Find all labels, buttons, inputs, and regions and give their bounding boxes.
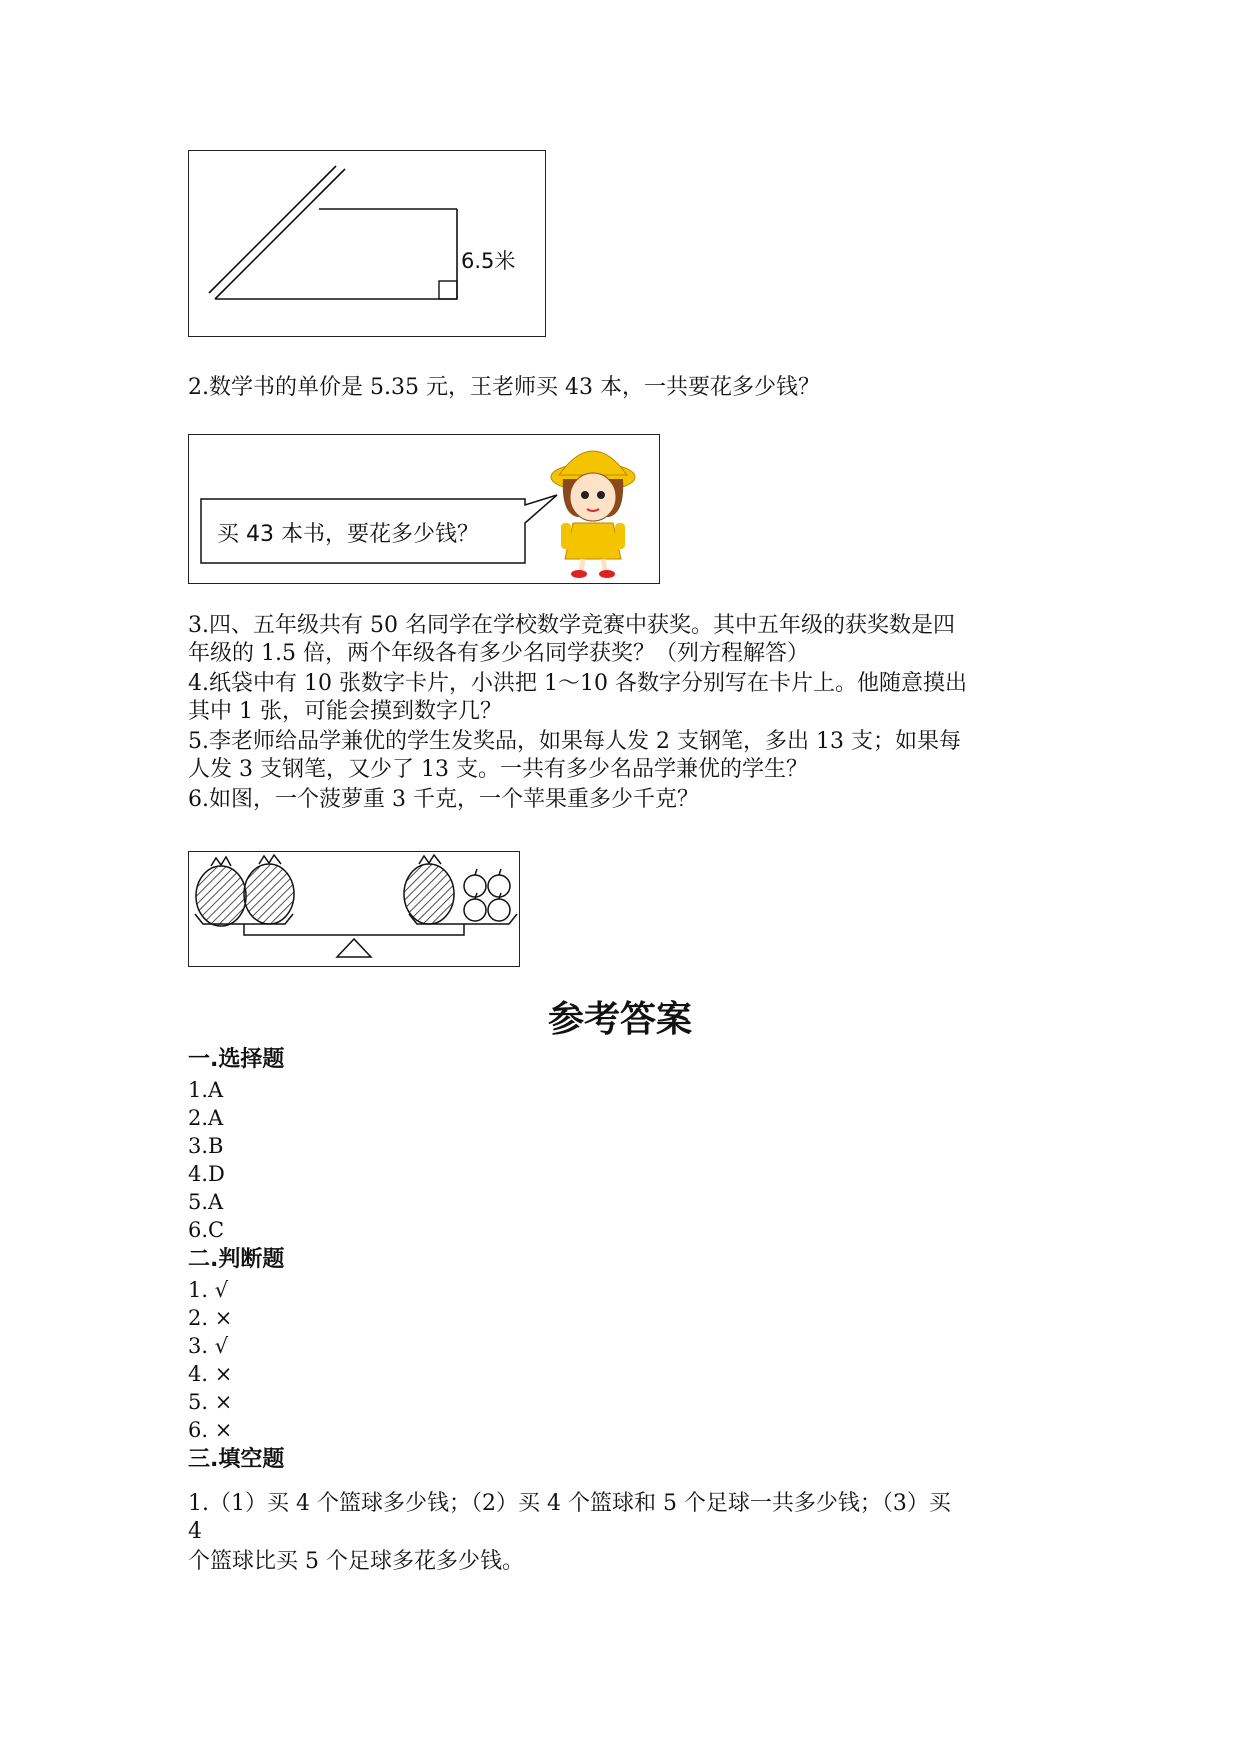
section-choice: 一.选择题 bbox=[188, 1047, 285, 1072]
choice-answer: 5.A bbox=[188, 1190, 224, 1214]
balance-beam bbox=[244, 924, 464, 935]
balance-diagram bbox=[189, 852, 518, 965]
choice-answer: 4.D bbox=[188, 1162, 225, 1186]
pineapple-icon bbox=[404, 855, 454, 924]
question-4-line-2: 其中 1 张，可能会摸到数字几？ bbox=[188, 699, 502, 724]
question-6: 6.如图，一个菠萝重 3 千克，一个苹果重多少千克？ bbox=[188, 787, 699, 812]
answer-title: 参考答案 bbox=[547, 999, 692, 1040]
question-5-line-1: 5.李老师给品学兼优的学生发奖品，如果每人发 2 支钢笔，多出 13 支；如果每 bbox=[188, 729, 961, 754]
apple-icon bbox=[488, 869, 510, 897]
judge-answer: 5. × bbox=[188, 1390, 233, 1414]
figure-trapezoid bbox=[188, 150, 546, 337]
bubble-text: 买 43 本书，要花多少钱？ bbox=[217, 522, 479, 547]
fill-answer-line-1: 1.（1）买 4 个篮球多少钱；（2）买 4 个篮球和 5 个足球一共多少钱；（3）买 bbox=[188, 1491, 951, 1516]
judge-answer: 1. √ bbox=[188, 1278, 229, 1302]
pineapple-icon bbox=[196, 857, 246, 926]
apple-icon bbox=[488, 893, 510, 921]
choice-answer: 2.A bbox=[188, 1106, 224, 1130]
trapezoid-diagram bbox=[189, 151, 544, 335]
height-label: 6.5米 bbox=[461, 249, 516, 273]
figure-speech bbox=[188, 434, 660, 584]
girl-illustration bbox=[551, 451, 635, 578]
fill-answer-line-2: 4 bbox=[188, 1519, 202, 1544]
fulcrum bbox=[337, 939, 371, 957]
question-3-line-1: 3.四、五年级共有 50 名同学在学校数学竞赛中获奖。其中五年级的获奖数是四 bbox=[188, 613, 955, 638]
apple-icon bbox=[464, 893, 486, 921]
question-4-line-1: 4.纸袋中有 10 张数字卡片，小洪把 1～10 各数字分别写在卡片上。他随意摸出 bbox=[188, 671, 967, 696]
question-5-line-2: 人发 3 支钢笔，又少了 13 支。一共有多少名品学兼优的学生？ bbox=[188, 757, 808, 782]
judge-answer: 2. × bbox=[188, 1306, 233, 1330]
choice-answer: 3.B bbox=[188, 1134, 224, 1158]
judge-answer: 3. √ bbox=[188, 1334, 229, 1358]
choice-answer: 6.C bbox=[188, 1218, 225, 1242]
right-angle-mark bbox=[439, 281, 457, 299]
fill-answer-line-3: 个篮球比买 5 个足球多花多少钱。 bbox=[188, 1549, 524, 1574]
figure-balance bbox=[188, 851, 520, 967]
judge-answer: 6. × bbox=[188, 1418, 233, 1442]
judge-answer: 4. × bbox=[188, 1362, 233, 1386]
section-judge: 二.判断题 bbox=[188, 1247, 285, 1272]
apple-icon bbox=[464, 869, 486, 897]
question-2: 2.数学书的单价是 5.35 元，王老师买 43 本，一共要花多少钱？ bbox=[188, 375, 820, 400]
section-fill: 三.填空题 bbox=[188, 1447, 285, 1472]
pineapple-icon bbox=[244, 855, 294, 924]
choice-answer: 1.A bbox=[188, 1078, 224, 1102]
speech-scene bbox=[189, 435, 658, 582]
question-3-line-2: 年级的 1.5 倍，两个年级各有多少名同学获奖？（列方程解答） bbox=[188, 641, 809, 666]
